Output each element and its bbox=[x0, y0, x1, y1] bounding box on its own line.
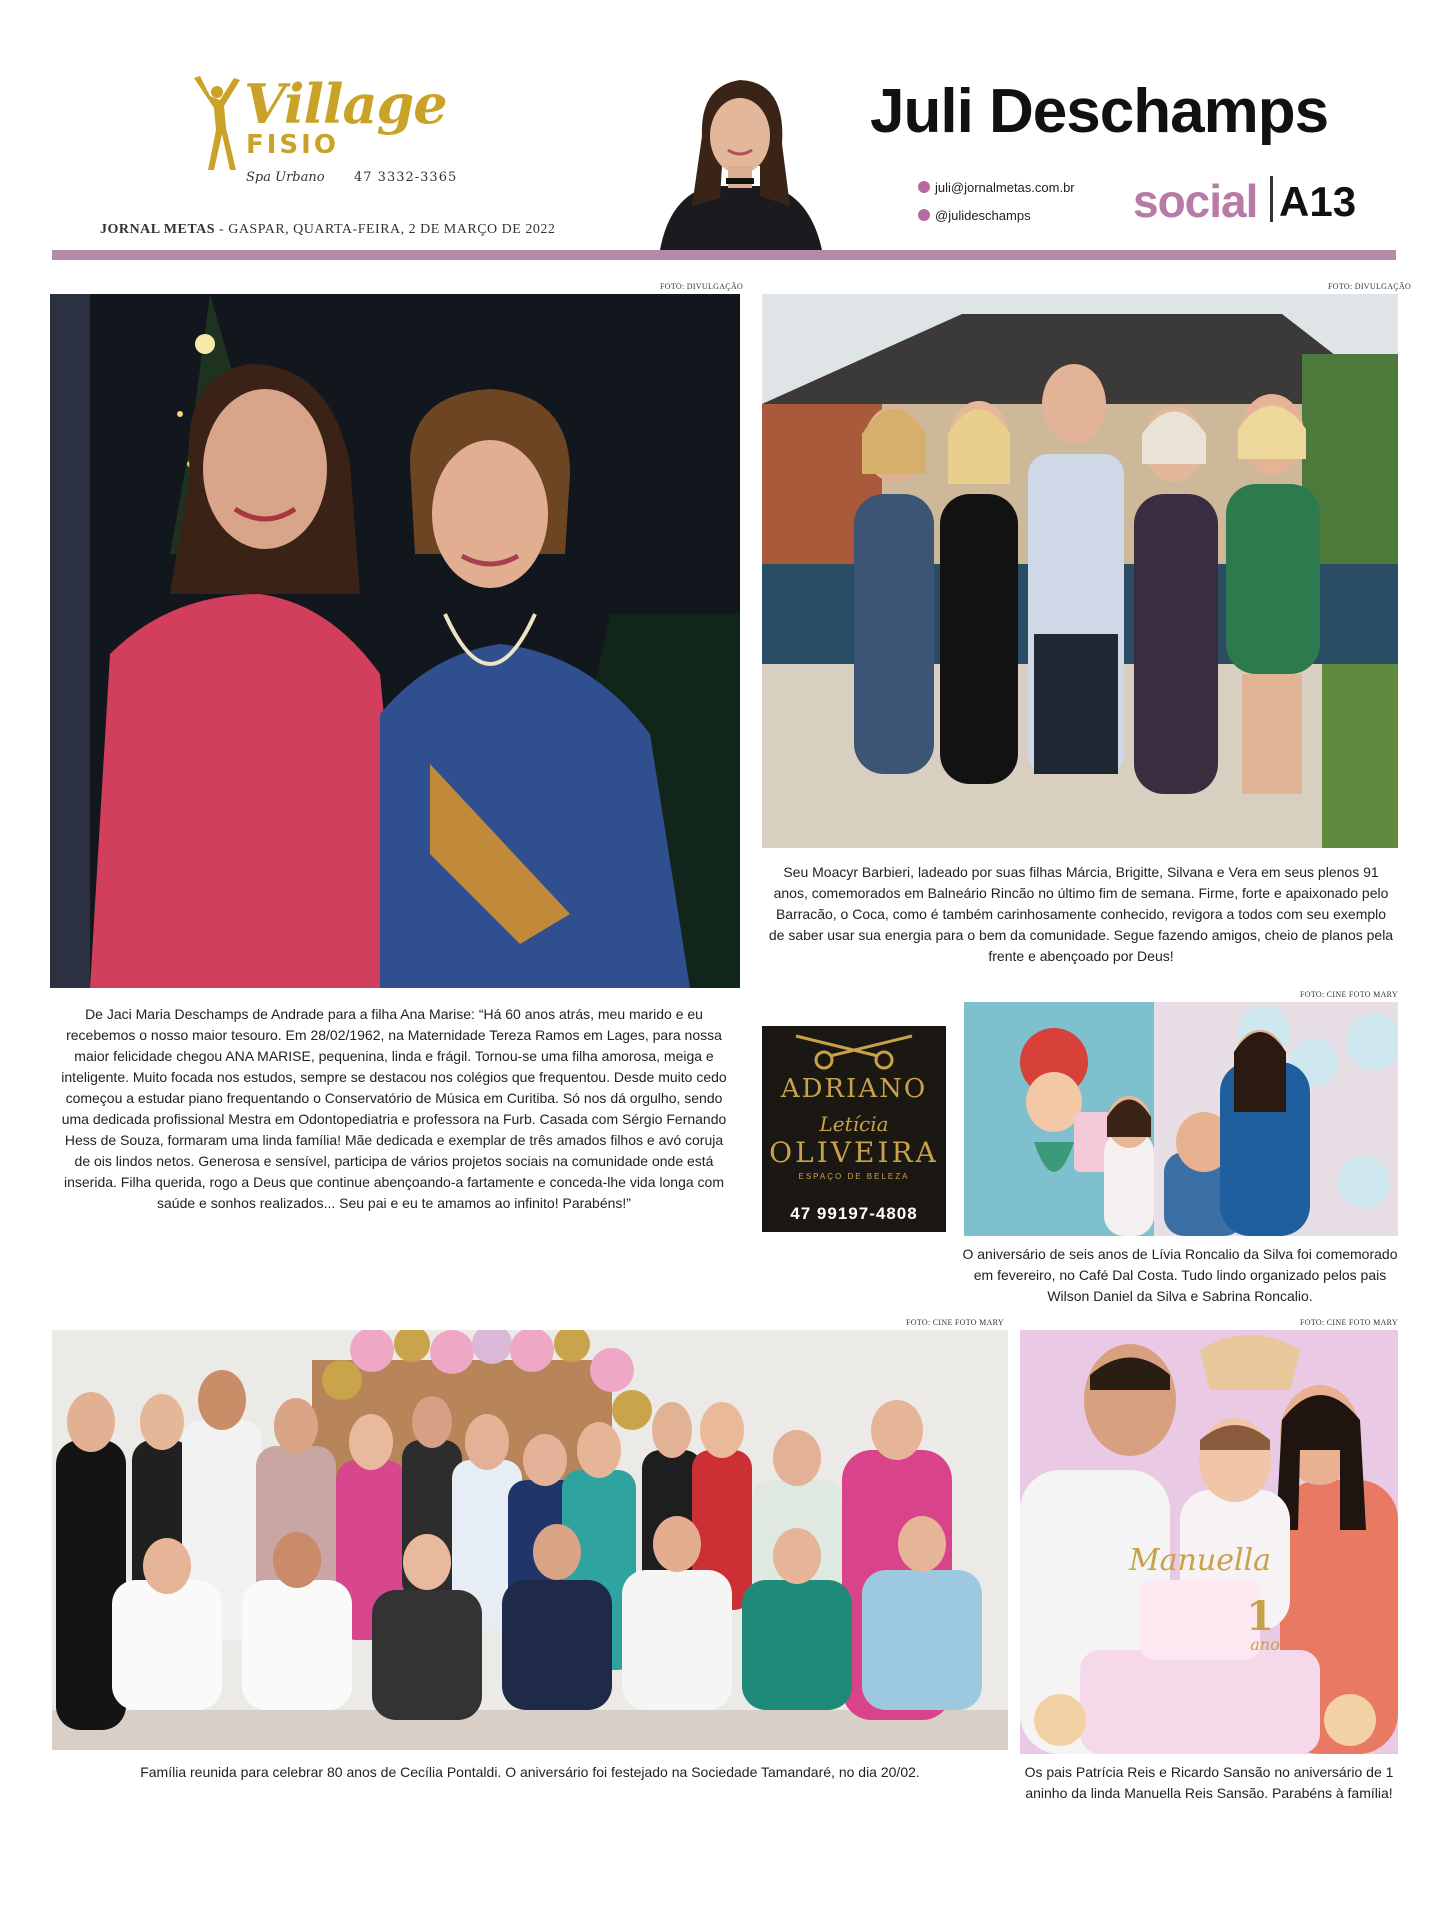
ad-subtitle: ESPAÇO DE BELEZA bbox=[798, 1172, 910, 1181]
caption-livia-birthday: O aniversário de seis anos de Lívia Roncalio da Silva foi comemorado em fevereiro, no Café Dal Costa. Tudo lindo organizado pelos pais Wilson Daniel da Silva e Sabrina Roncalio. bbox=[962, 1246, 1398, 1304]
photo-credit-3: FOTO: CINE FOTO MARY bbox=[1300, 990, 1398, 999]
village-fisio-logo bbox=[186, 70, 486, 190]
instagram-contact[interactable] bbox=[918, 208, 1031, 223]
photo-credit-1: FOTO: DIVULGAÇÃO bbox=[660, 282, 744, 291]
photo-mother-daughter bbox=[50, 294, 740, 988]
caption-family-reunion: Família reunida para celebrar 80 anos de Cecília Pontaldi. O aniversário foi festejado na Sociedade Tamandaré, no dia 20/02. bbox=[140, 1764, 920, 1780]
ad-name-2: Letícia bbox=[819, 1112, 889, 1136]
columnist-portrait bbox=[640, 66, 840, 250]
instagram-icon bbox=[918, 209, 930, 221]
photo-livia-birthday bbox=[964, 1002, 1398, 1236]
email-icon bbox=[918, 181, 930, 193]
ad-name-1: ADRIANO bbox=[780, 1074, 928, 1104]
section-divider bbox=[1270, 176, 1273, 222]
caption-manuella-birthday: Os pais Patrícia Reis e Ricardo Sansão no aniversário de 1 aninho da linda Manuella Reis Sansão. Parabéns à família! bbox=[1024, 1764, 1394, 1801]
columnist-name: Juli Deschamps bbox=[870, 77, 1329, 146]
photo-credit-2: FOTO: DIVULGAÇÃO bbox=[1328, 282, 1412, 291]
cake-name: Manuella bbox=[1128, 1543, 1272, 1578]
logo-phone: 47 3332-3365 bbox=[354, 170, 458, 185]
caption-mother-daughter: De Jaci Maria Deschamps de Andrade para a filha Ana Marise: “Há 60 anos atrás, meu marido e eu recebemos o nosso maior tesouro. Em 28/02/1962, na Maternidade Tereza Ramos em Lages, para nossa maior felicidade chegou ANA MARISE, pequenina, linda e frágil. Tornou-se uma filha amorosa, meiga e inteligente. Muito focada nos estudos, sempre se destacou nos colégios que frequentou. Desde muito cedo começou a estudar piano frequentando o Conservatório de Música em Curitiba. Só nos dá orgulho, sendo uma dedicada profissional Mestra em Odontopediatria e professora na Furb. Casada com Sérgio Fernando Hess de Souza, formaram uma linda família! Mãe dedicada e exemplar de três amados filhos e avó coruja de ois lindos netos. Generosa e sensível, participa de vários projetos sociais na comunidade onde está inserida. Filha querida, rogo a Deus que continue abençoando-a fartamente e conceda-lhe vida longa com saúde e sonhos realizados... Seu pai e eu te amamos ao infinito! Parabéns!” bbox=[61, 1006, 727, 1211]
header-rule bbox=[52, 250, 1396, 260]
photo-family-reunion bbox=[52, 1330, 1008, 1750]
photo-credit-5: FOTO: CINE FOTO MARY bbox=[1300, 1318, 1398, 1327]
photo-manuella-birthday bbox=[1020, 1330, 1398, 1754]
logo-sub: FISIO bbox=[246, 130, 339, 160]
ad-name-3: OLIVEIRA bbox=[769, 1136, 939, 1169]
advertisement-salon[interactable] bbox=[762, 1026, 946, 1232]
page-number: A13 bbox=[1279, 178, 1357, 225]
logo-tagline: Spa Urbano bbox=[246, 170, 325, 185]
instagram-text: @julideschamps bbox=[935, 208, 1031, 223]
section-label: social bbox=[1133, 175, 1258, 227]
scissors-icon bbox=[762, 1030, 946, 1080]
ad-phone: 47 99197-4808 bbox=[790, 1204, 918, 1223]
photo-barbieri-family bbox=[762, 294, 1398, 848]
cake-word: ano bbox=[1250, 1635, 1280, 1654]
dateline-paper: JORNAL METAS bbox=[100, 222, 216, 237]
email-contact[interactable] bbox=[918, 180, 1075, 195]
caption-barbieri-family: Seu Moacyr Barbieri, ladeado por suas filhas Márcia, Brigitte, Silvana e Vera em seus plenos 91 anos, comemorados em Balneário Rincão no último fim de semana. Firme, forte e apaixonado pelo Barracão, o Coca, como é também carinhosamente conhecido, revigora a todos com seu exemplo de saber usar sua energia para o bem da comunidade. Segue fazendo amigos, cheio de planos pela frente e abençoado por Deus! bbox=[768, 864, 1394, 964]
cake-number: 1 bbox=[1246, 1593, 1274, 1640]
logo-brand: Village bbox=[244, 72, 447, 136]
dateline bbox=[100, 222, 555, 238]
dateline-rest: - GASPAR, QUARTA-FEIRA, 2 DE MARÇO DE 2022 bbox=[215, 222, 556, 237]
email-text: juli@jornalmetas.com.br bbox=[935, 180, 1075, 195]
gymnast-logo-icon bbox=[186, 70, 246, 180]
photo-credit-4: FOTO: CINE FOTO MARY bbox=[906, 1318, 1004, 1327]
